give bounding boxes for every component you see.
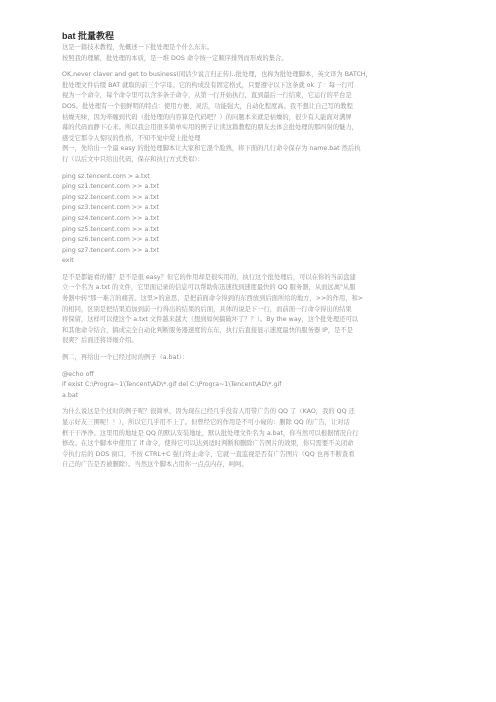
text-line: OK,never claver and get to business(闲话少说言归正传)..批处理，也称为批处理脚本，英文译为 BATCH，	[62, 71, 372, 79]
text-line: 立一个名为 a.txt 的文件，它里面记录的信息可以帮助你迅速找到速度最快的 QQ 服务器，从而远离"从服	[62, 284, 356, 292]
document-page	[62, 30, 434, 471]
text-line: 和其他命令结合，搞成完全自动化判断服务器速度的东东，执行后直接显示速度最快的服务器 IP，是不是	[62, 326, 354, 334]
paragraph-2	[62, 273, 434, 347]
example-2-heading: 例二，再给出一个已经过时的例子（a.bat）：	[62, 354, 189, 362]
code-block-1	[62, 172, 434, 267]
code-line: ping sz3.tencent.com >> a.txt	[62, 204, 159, 212]
text-line: 自己的广告是否被删除）。当然这个脚本占用你一点点内存，呵呵。	[62, 461, 248, 469]
text-line: 的相同，区别是把结果追加到前一行得出的结果的后面，具体的说是下一行，而前面一行命令得出的结果	[62, 305, 352, 313]
text-line: 这是一篇技术教程，先概述一下批处理是个什么东东。	[62, 44, 214, 51]
intro	[62, 43, 434, 64]
document-title: bat 批量教程	[62, 31, 115, 41]
text-line: 枯燥无味，因为牵缠到代码（批处理的内容算是代码吧？）的问题本来就是枯燥的，很少有人能面对满屏	[62, 113, 352, 121]
text-line: DOS。批处理有一个很鲜明的特点：使用方便、灵活，功能强大，自动化程度高。我不想让自己写的教程	[62, 102, 353, 110]
code-line: ping sz1.tencent.com >> a.txt	[62, 183, 159, 191]
text-line: 是不是都能看的懂？是不是很 easy？但它的作用却是很实用的，执行这个批处理后，可以在你的当前盘建	[62, 273, 356, 281]
text-line: 幕的代码而静下心来。所以我会用很多简单实用的例子让读这篇教程的朋友去体会批处理的那四射的魅力，	[62, 124, 358, 132]
paragraph-1	[62, 70, 434, 165]
code-line: @echo off	[62, 370, 94, 378]
text-line: 行（以后文中只给出代码，保存和执行方式类似）：	[62, 155, 204, 163]
code-line: if exist C:\Progra~1\Tencent\AD\*.gif del C:\Progra~1\Tencent\AD\*.gif	[62, 381, 282, 389]
code-line: ping sz6.tencent.com >> a.txt	[62, 236, 159, 244]
code-line: ping sz.tencent.com > a.txt	[62, 172, 150, 180]
text-line: 令执行后的 DOS 窗口，不按 CTRL+C 强行终止命令，它就一直监视是否有广告图片（QQ 也再不断查看	[62, 450, 355, 458]
code-line: exit	[62, 257, 74, 265]
code-line: ping sz4.tencent.com >> a.txt	[62, 214, 159, 222]
text-line: 框干干净净。这里用的地址是 QQ 的默认安装地址，默认批处理文件名为 a.bat，你当然可以根据情况自行	[62, 429, 359, 437]
text-line: 批处理文件后缀 BAT 就取的前三个字母。它的构成没有固定格式，只要遵守以下这条就 ok 了：每一行可	[62, 81, 354, 89]
text-line: 修改。在这个脚本中使用了 if 命令，使得它可以达到适时判断和删除广告图片的效果，你只需要不关闭命	[62, 440, 354, 448]
code-line: ping sz5.tencent.com >> a.txt	[62, 225, 159, 233]
text-line: 视为一个命令，每个命令里可以含多条子命令，从第一行开始执行，直到最后一行结束，它运行的平台是	[62, 92, 352, 100]
text-line: 按照我的理解，批处理的本质，是一堆 DOS 命令按一定顺序排列而形成的集合。	[62, 54, 288, 62]
paragraph-3	[62, 407, 434, 471]
text-line: 为什么说这是个过时的例子呢？很简单，因为现在已经几乎没有人用带广告的 QQ 了（KAO，我的 QQ 还	[62, 408, 355, 416]
text-line: 将保留，这样可以使这个 a.txt 文件越来越大（想到如何搞破坏了？？）。By the way，这个批处理还可以	[62, 316, 359, 324]
text-line: 例一，先给出一个最 easy 的批处理脚本让大家和它混个脸熟，将下面的几行命令保存为 name.bat 然后执	[62, 145, 361, 153]
code-block-2	[62, 370, 434, 402]
text-line: 很爽？后面还将详细介绍。	[62, 337, 138, 345]
code-line: ping sz2.tencent.com >> a.txt	[62, 193, 159, 201]
text-line: 感受它那令人惊叹的性格，不知不觉中爱上批处理	[62, 134, 201, 142]
text-line: 务器中转"那一难言的痛苦。这里>的意思，是把前面命令得到的东西放到后面所给的地方，>>的作用，和>	[62, 295, 364, 303]
code-line: a.bat	[62, 391, 79, 399]
text-line: 显示好友三围呢！！），所以它几乎用不上了。但曾经它的作用是不可小窥的：删除 QQ 的广告，让对话	[62, 419, 350, 426]
code-line: ping sz7.tencent.com >> a.txt	[62, 246, 159, 254]
